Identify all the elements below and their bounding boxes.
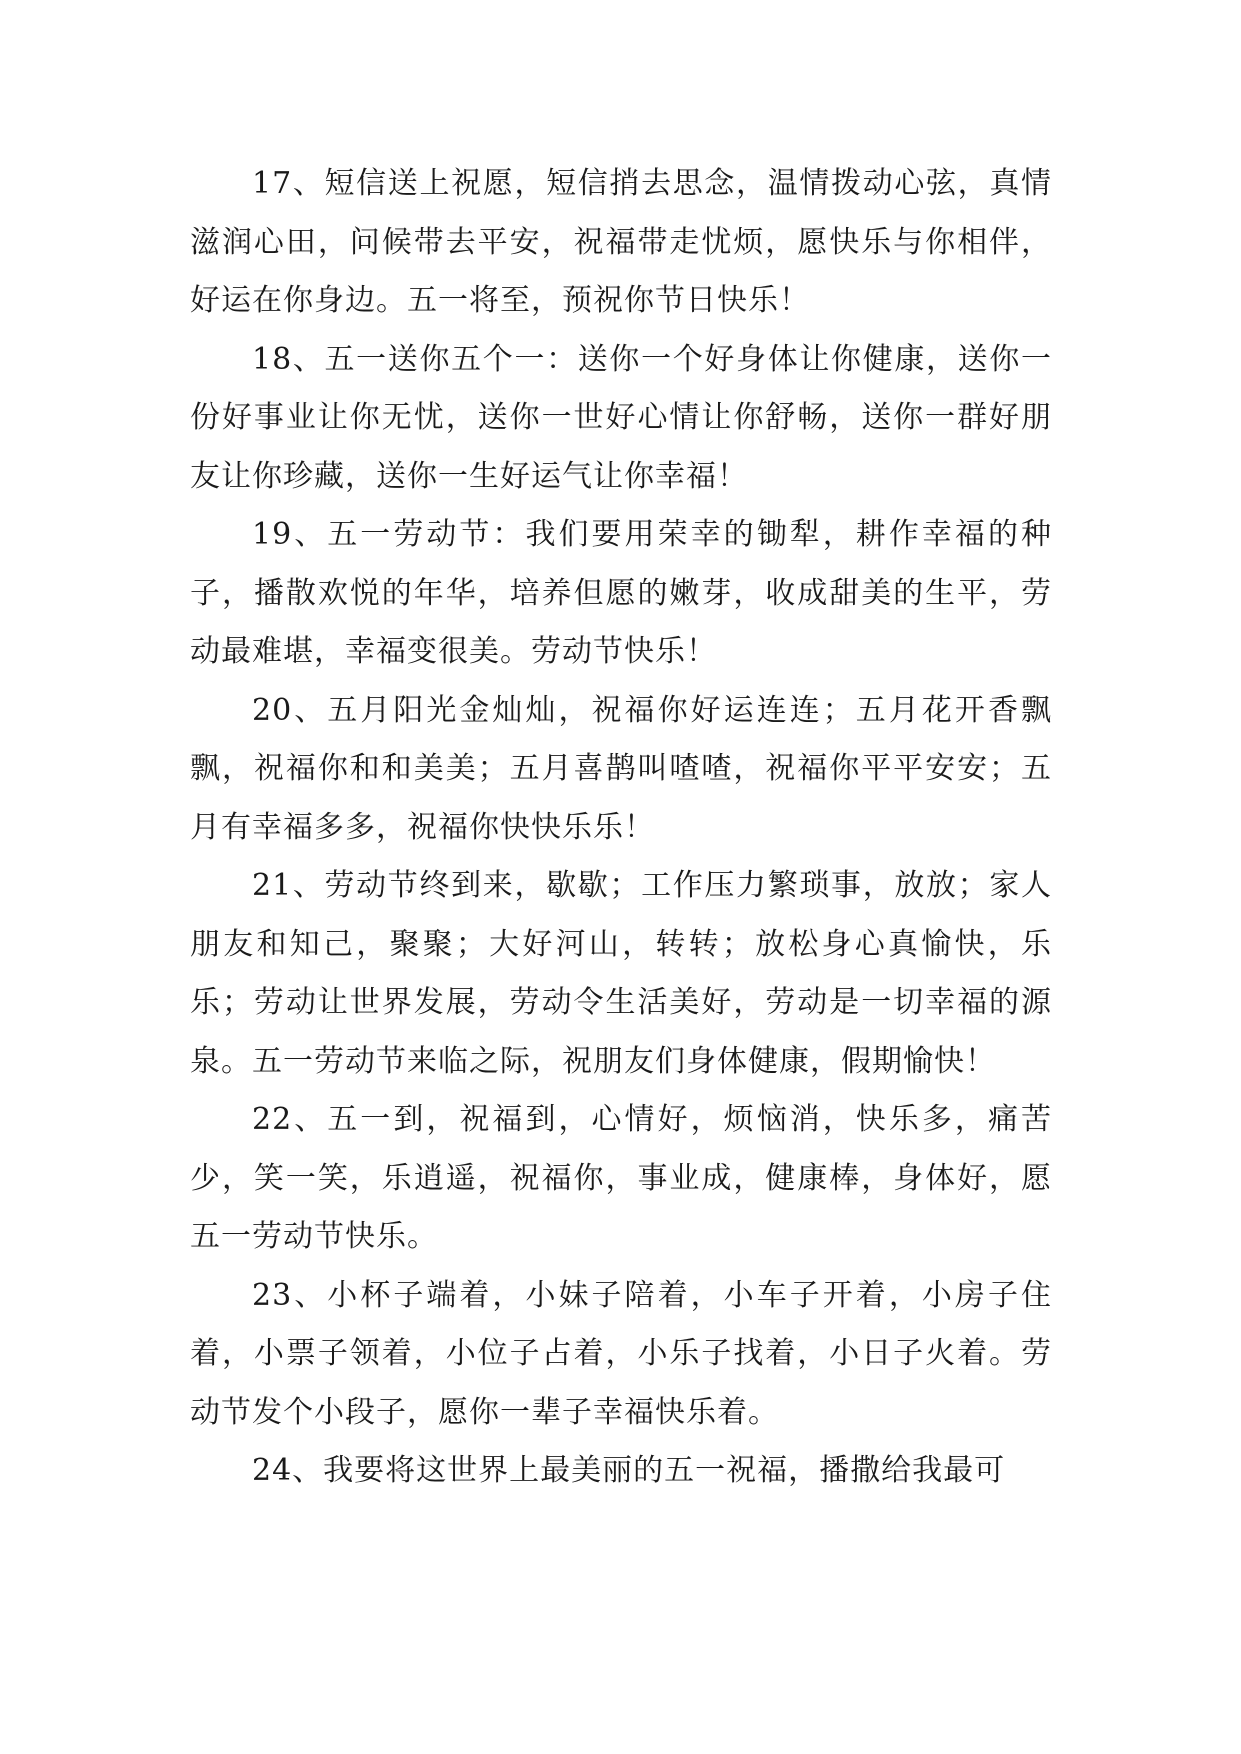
paragraph-20: 20、五月阳光金灿灿，祝福你好运连连；五月花开香飘飘，祝福你和和美美；五月喜鹊叫喳喳，祝福你平平安安；五月有幸福多多，祝福你快快乐乐！ — [190, 692, 1052, 845]
document-body — [190, 155, 1052, 1501]
paragraph-21: 21、劳动节终到来，歇歇；工作压力繁琐事，放放；家人朋友和知己，聚聚；大好河山，转转；放松身心真愉快，乐乐；劳动让世界发展，劳动令生活美好，劳动是一切幸福的源泉。五一劳动节来临之际，祝朋友们身体健康，假期愉快！ — [190, 868, 1052, 1079]
paragraph-24: 24、我要将这世界上最美丽的五一祝福，播撒给我最可 — [252, 1453, 1006, 1488]
paragraph-17: 17、短信送上祝愿，短信捎去思念，温情拨动心弦，真情滋润心田，问候带去平安，祝福带走忧烦，愿快乐与你相伴，好运在你身边。五一将至，预祝你节日快乐！ — [190, 166, 1052, 318]
paragraph-18: 18、五一送你五个一：送你一个好身体让你健康，送你一份好事业让你无忧，送你一世好心情让你舒畅，送你一群好朋友让你珍藏，送你一生好运气让你幸福！ — [190, 341, 1052, 494]
paragraph-22: 22、五一到，祝福到，心情好，烦恼消，快乐多，痛苦少，笑一笑，乐逍遥，祝福你，事业成，健康棒，身体好，愿五一劳动节快乐。 — [190, 1102, 1052, 1254]
paragraph-19: 19、五一劳动节：我们要用荣幸的锄犁，耕作幸福的种子，播散欢悦的年华，培养但愿的嫩芽，收成甜美的生平，劳动最难堪，幸福变很美。劳动节快乐！ — [190, 517, 1052, 669]
paragraph-23: 23、小杯子端着，小妹子陪着，小车子开着，小房子住着，小票子领着，小位子占着，小乐子找着，小日子火着。劳动节发个小段子，愿你一辈子幸福快乐着。 — [190, 1277, 1052, 1430]
